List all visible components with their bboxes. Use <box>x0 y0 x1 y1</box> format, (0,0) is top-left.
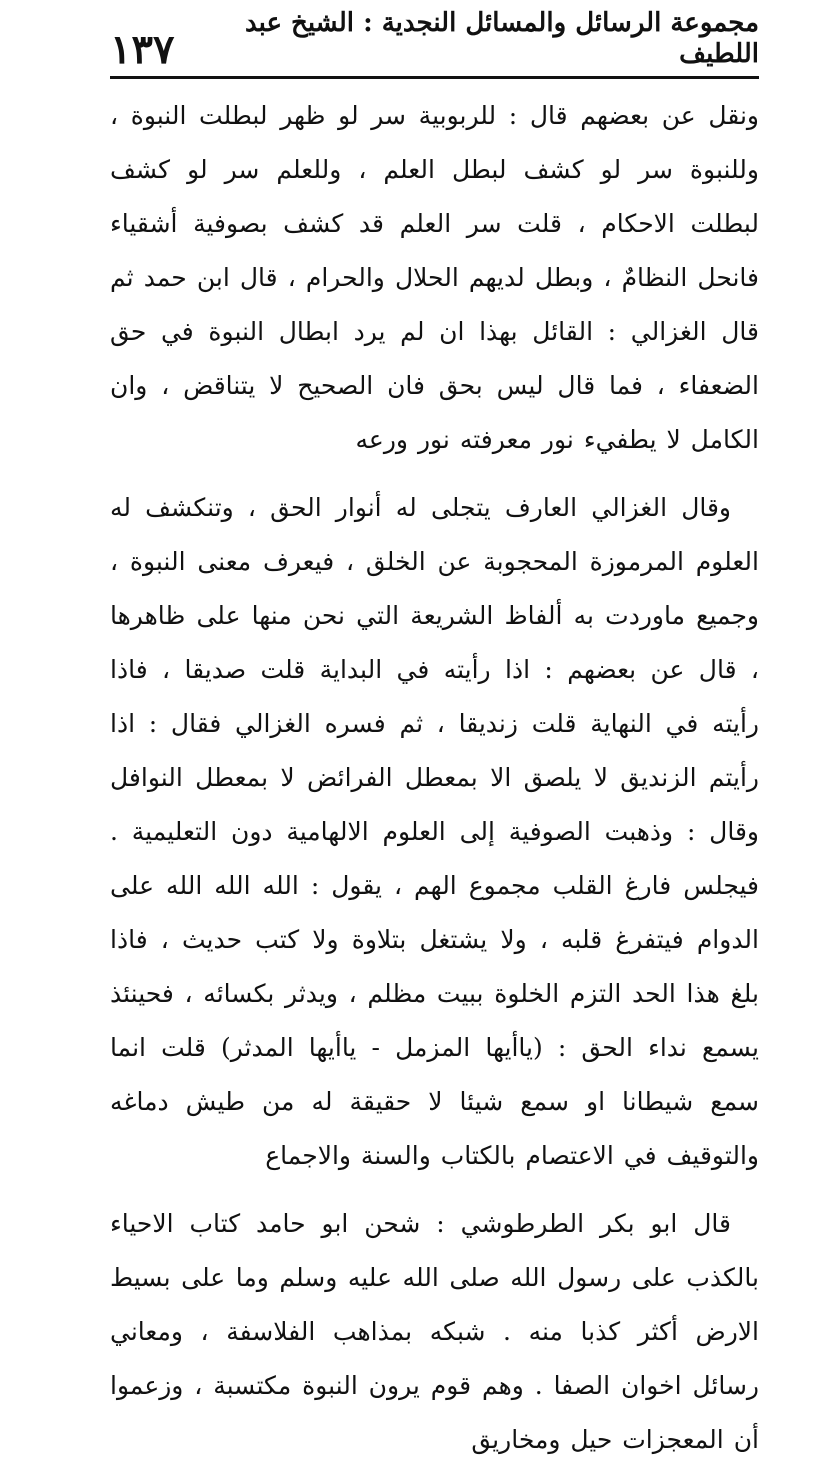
page-number: ١٣٧ <box>110 26 175 73</box>
running-title: مجموعة الرسائل والمسائل النجدية : الشيخ عبد اللطيف <box>244 7 759 69</box>
header-rule <box>110 76 759 79</box>
paragraph-1: ونقل عن بعضهم قال : للربوبية سر لو ظهر لبطلت النبوة ، وللنبوة سر لو كشف لبطل العلم ، وللعلم سر لو كشف لبطلت الاحكام ، قلت سر العلم قد كشف بصوفية أشقياء فانحل النظامٌ ، وبطل لديهم الحلال والحرام ، قال ابن حمد ثم قال الغزالي : القائل بهذا ان لم يرد ابطال النبوة في حق الضعفاء ، فما قال ليس بحق فان الصحيح لا يتناقض ، وان الكامل لا يطفيء نور معرفته نور ورعه <box>110 101 759 454</box>
paragraph-3: قال ابو بكر الطرطوشي : شحن ابو حامد كتاب الاحياء بالكذب على رسول الله صلى الله عليه وسلم وما على بسيط الارض أكثر كذبا منه . شبكه بمذاهب الفلاسفة ، ومعاني رسائل اخوان الصفا . وهم قوم يرون النبوة مكتسبة ، وزعموا أن المعجزات حيل ومخاريق <box>110 1209 759 1454</box>
paragraph-2: وقال الغزالي العارف يتجلى له أنوار الحق ، وتنكشف له العلوم المرموزة المحجوبة عن الخلق ، فيعرف معنى النبوة ، وجميع ماوردت به ألفاظ الشريعة التي نحن منها على ظاهرها ، قال عن بعضهم : اذا رأيته في البداية قلت صديقا ، فاذا رأيته في النهاية قلت زنديقا ، ثم فسره الغزالي فقال : اذا رأيتم الزنديق لا يلصق الا بمعطل الفرائض لا بمعطل النوافل وقال : وذهبت الصوفية إلى العلوم الالهامية دون التعليمية . فيجلس فارغ القلب مجموع الهم ، يقول : الله الله الله على الدوام فيتفرغ قلبه ، ولا يشتغل بتلاوة ولا كتب حديث ، فاذا بلغ هذا الحد التزم الخلوة ببيت مظلم ، ويدثر بكسائه ، فحينئذ يسمع نداء الحق : (ياأيها المزمل - ياأيها المدثر) قلت انما سمع شيطانا او سمع شيئا لا حقيقة له من طيش دماغه والتوقيف في الاعتصام بالكتاب والسنة والاجماع <box>110 493 759 1170</box>
body-text <box>110 89 759 1467</box>
page-header <box>110 7 759 73</box>
